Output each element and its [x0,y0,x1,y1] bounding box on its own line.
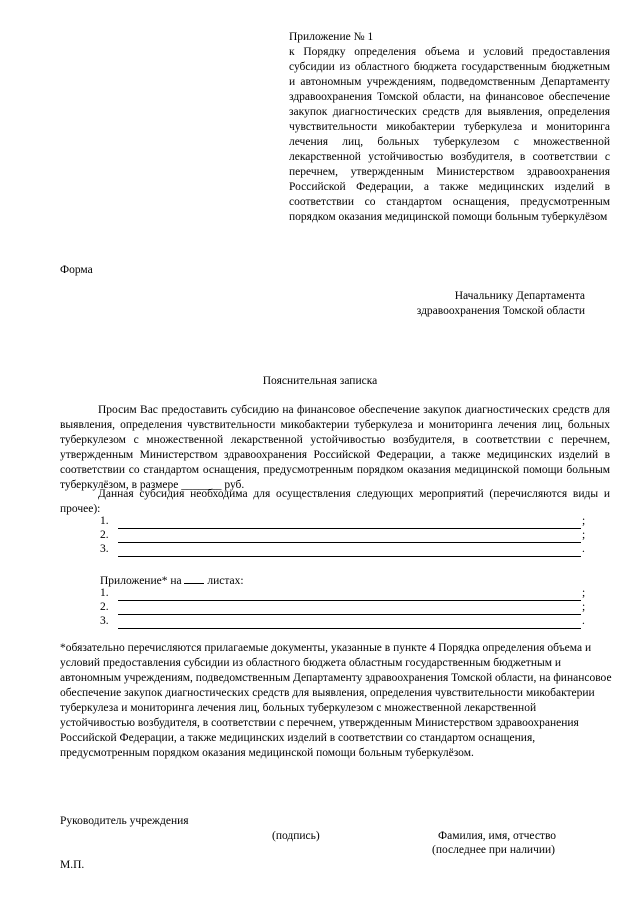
list-item-number: 2. [100,529,109,541]
footnote: *обязательно перечисляются прилагаемые документы, указанные в пункте 4 Порядка определения объема и условий предоставления субсидии из областного бюджета областным государственным бюджетным и автономным учреждениям, подведомственным Департаменту здравоохранения Томской области, на финансовое обеспечение закупок диагностических средств для выявления, определения чувствительности микобактерии туберкулеза и мониторинга лечения лиц, больных туберкулезом с множественной лекарственной устойчивостью возбудителя, в соответствии с перечнем, утвержденным Министерством здравоохранения Российской Федерации, а также медицинских изделий в соответствии со стандартом оснащения, предусмотренным порядком оказания медицинской помощи больным туберкулёзом. [60,642,612,759]
document-title: Пояснительная записка [262,375,378,387]
list-item-number: 1. [100,515,109,527]
list-item-end: . [582,615,585,627]
addressee-line-2: здравоохранения Томской области [416,305,585,317]
addressee-block [417,289,585,319]
full-name-label: Фамилия, имя, отчество [438,830,557,842]
appendix-count-suffix: листах: [207,575,244,587]
patronymic-note: (последнее при наличии) [432,844,556,856]
fill-line[interactable] [118,531,581,543]
list-item-number: 2. [100,601,109,613]
form-label: Форма [60,264,93,276]
list-item-end: ; [582,601,586,613]
list-item[interactable] [100,543,590,557]
list-item-end: ; [582,515,586,527]
attachments-list [100,587,590,629]
list-item-end: . [582,543,585,555]
appendix-count-prefix: Приложение* на [100,575,182,587]
appendix-title: Приложение № 1 [289,31,374,43]
list-item-end: ; [582,529,586,541]
list-item-number: 3. [100,543,109,555]
list-item[interactable] [100,615,590,629]
purpose-paragraph: Данная субсидия необходима для осуществления следующих мероприятий (перечисляются виды и прочее): [60,488,610,515]
list-item-number: 3. [100,615,109,627]
sheet-count-blank[interactable] [184,573,204,584]
fill-line[interactable] [118,589,581,601]
list-item-number: 1. [100,587,109,599]
fill-line[interactable] [118,517,581,529]
stamp-label: М.П. [60,859,85,871]
fill-line[interactable] [118,617,581,629]
head-of-institution-label: Руководитель учреждения [60,815,189,827]
list-item[interactable] [100,529,590,543]
list-item[interactable] [100,515,590,529]
fill-line[interactable] [118,545,581,557]
fill-line[interactable] [118,603,581,615]
list-item-end: ; [582,587,586,599]
list-item[interactable] [100,601,590,615]
signature-label: (подпись) [272,830,320,842]
list-item[interactable] [100,587,590,601]
appendix-description: к Порядку определения объема и условий предоставления субсидии из областного бюджета государственным бюджетным и автономным учреждениям, подведомственным Департаменту здравоохранения Томской области, на финансовое обеспечение закупок диагностических средств для выявления, определения чувствительности микобактерии туберкулеза и мониторинга лечения лиц, больных туберкулезом с множественной лекарственной устойчивостью возбудителя, в соответствии с перечнем, утвержденным Министерством здравоохранения Российской Федерации, а также медицинских изделий в соответствии со стандартом оснащения, предусмотренным порядком оказания медицинской помощи больным туберкулёзом [289,46,610,223]
addressee-line-1: Начальнику Департамента [454,290,585,302]
events-list [100,515,590,557]
request-paragraph: Просим Вас предоставить субсидию на финансовое обеспечение закупок диагностических средств для выявления, определения чувствительности микобактерии туберкулеза и мониторинга лечения лиц, больных туберкулезом с множественной лекарственной устойчивостью возбудителя, в соответствии с перечнем, утвержденным Министерством здравоохранения Российской Федерации, а также медицинских изделий в соответствии со стандартом оснащения, предусмотренным порядком оказания медицинской помощи больным туберкулёзом, в размере _______ руб. [60,404,610,491]
